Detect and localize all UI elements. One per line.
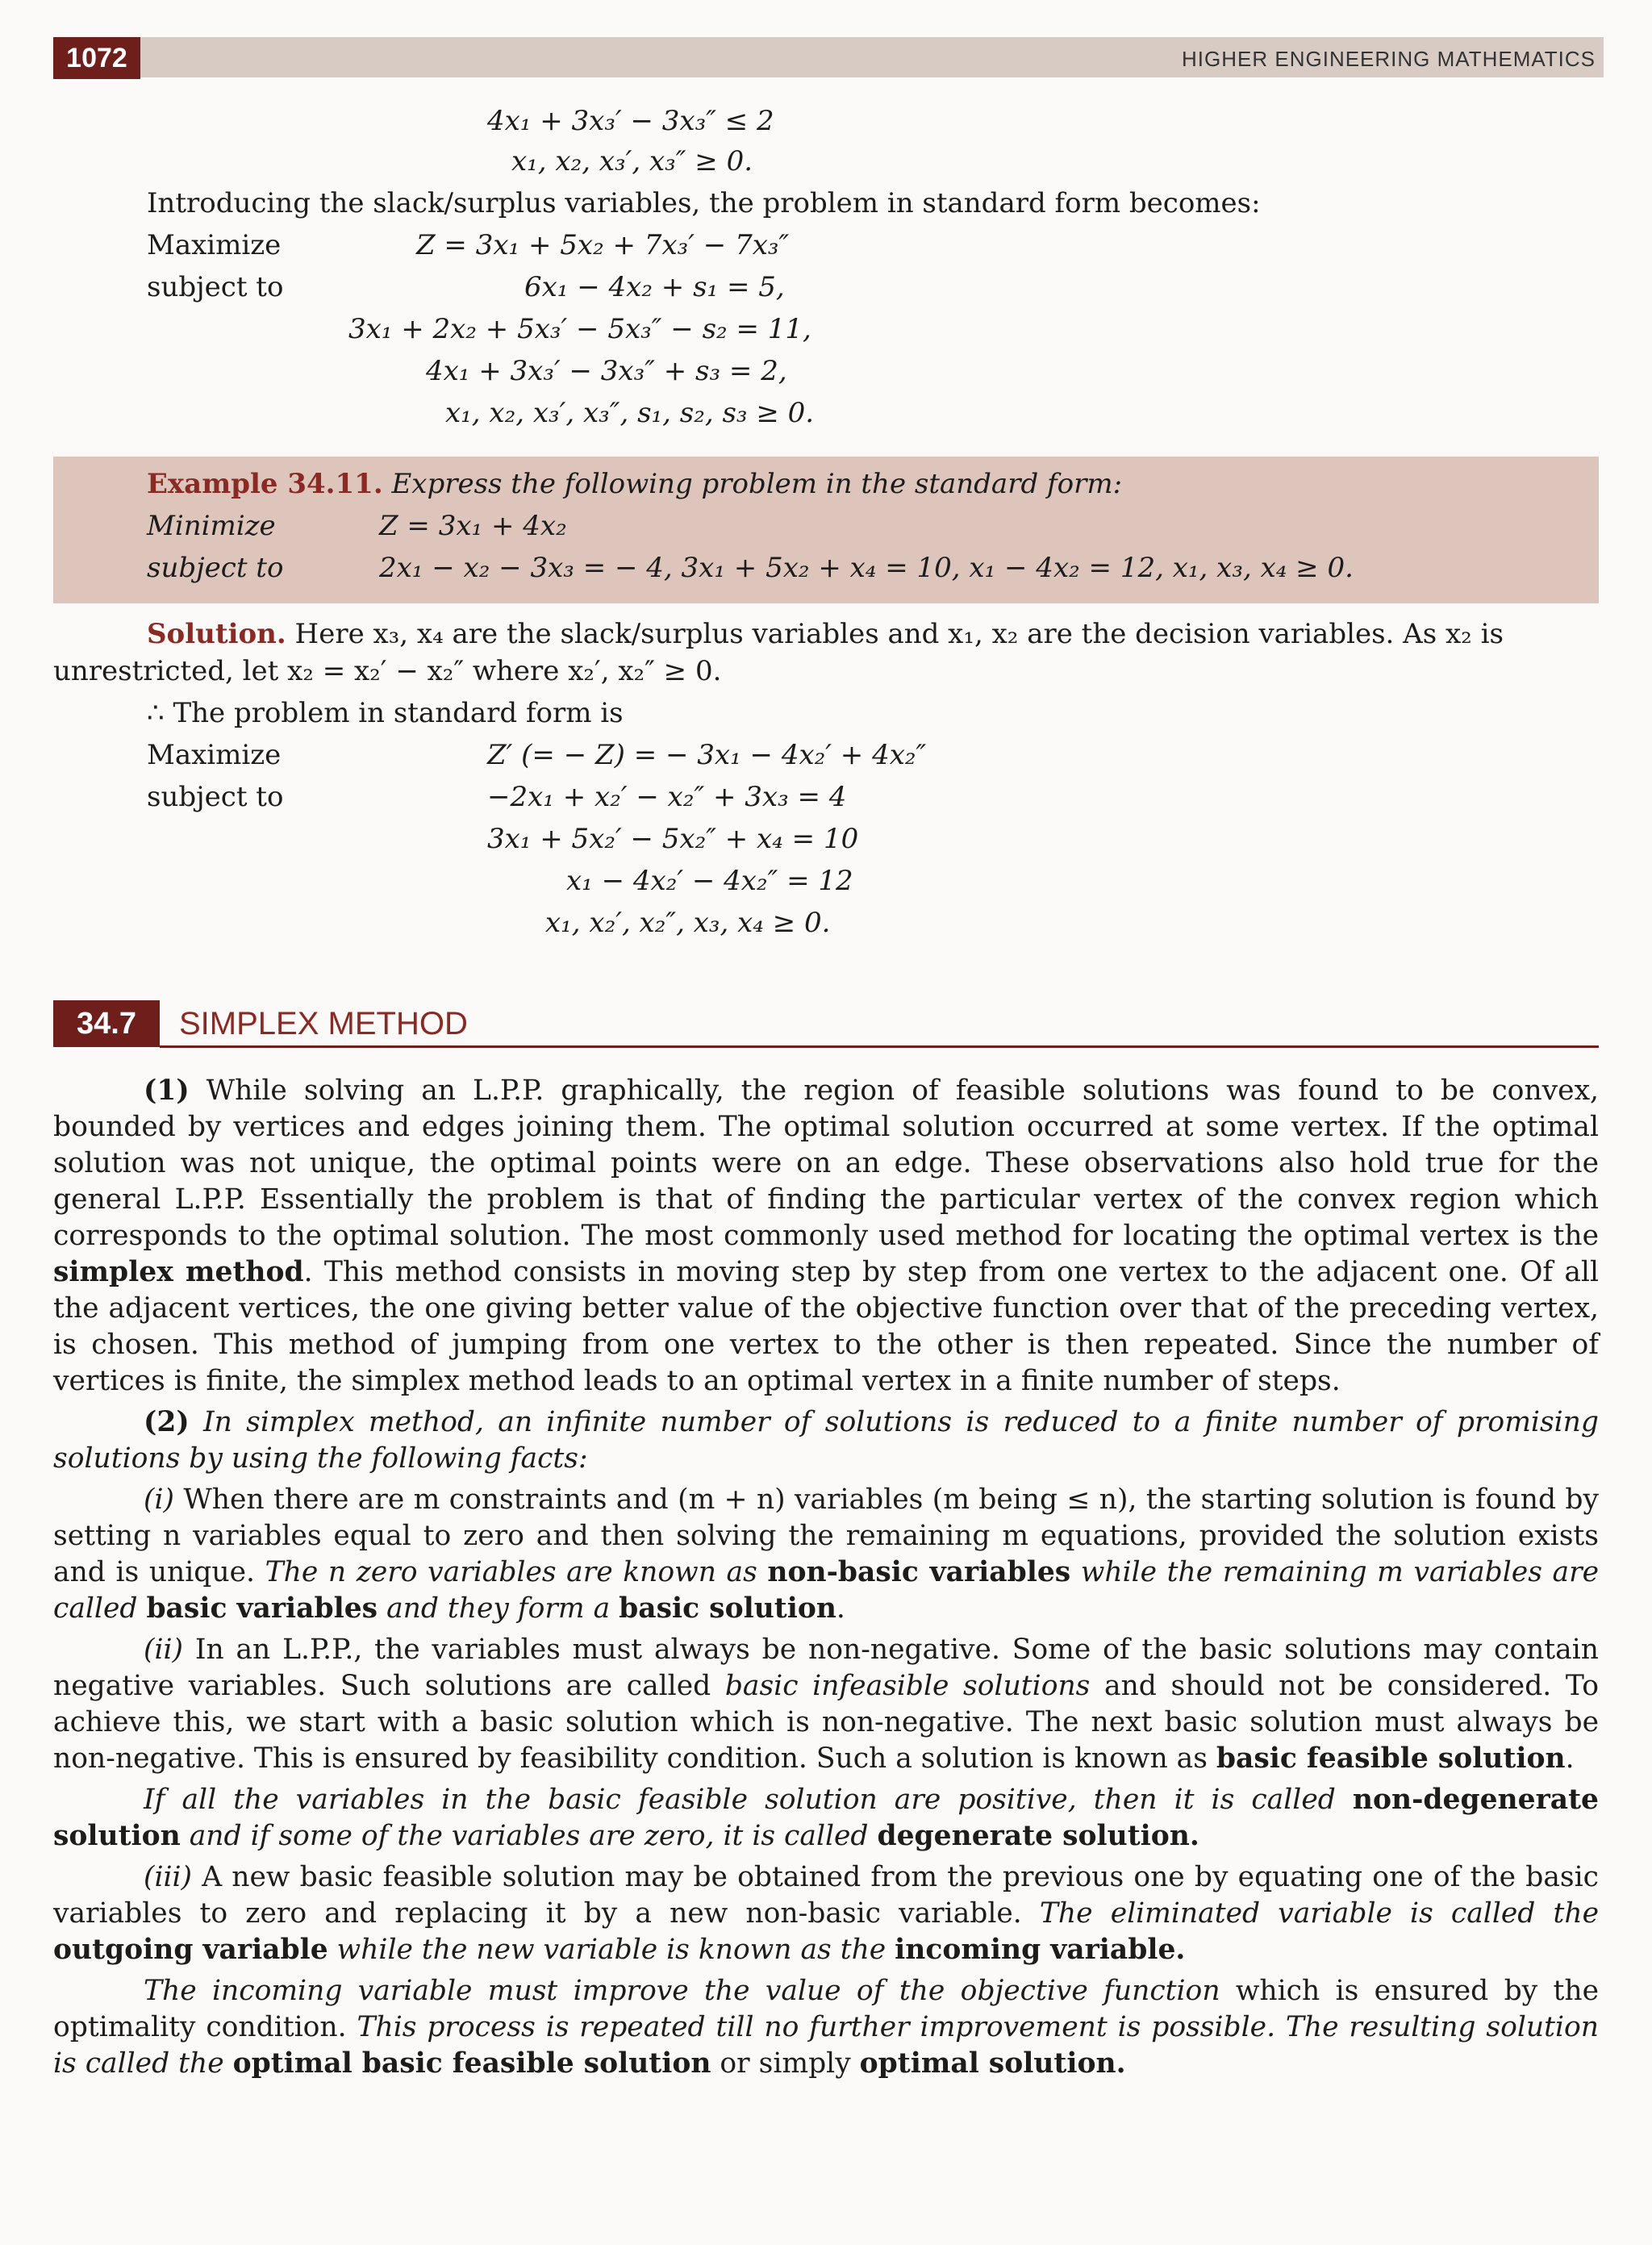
p1-bold: simplex method xyxy=(53,1256,304,1288)
p4-text-b: and should not be considered. To achieve this, we start with a basic solution which is non-negative. The next basic solution must always be non-negative. This is ensured by feasibility condition. Such a solution is known as xyxy=(53,1670,1599,1775)
p7-text-a: which is ensured by the optimality condition. xyxy=(53,1975,1599,2043)
p6-number: (iii) xyxy=(144,1861,193,1893)
solution-maximize-label: Maximize xyxy=(147,739,282,771)
p5-bold-2: degenerate solution. xyxy=(877,1820,1199,1852)
p3-bold-1: non-basic variables xyxy=(767,1556,1071,1588)
paragraph-1 xyxy=(53,1073,1599,1400)
p5-it-2: and if some of the variables are zero, it is called xyxy=(180,1820,878,1852)
standard-constraint-3: 4x₁ + 3x₃′ − 3x₃″ + s₃ = 2, xyxy=(426,355,787,387)
paragraph-4 xyxy=(53,1632,1599,1777)
p7-bold-2: optimal solution. xyxy=(859,2047,1126,2080)
p6-it-1: The eliminated variable is called the xyxy=(1039,1897,1600,1930)
section-rule xyxy=(160,1045,1599,1048)
p7-text-b: or simply xyxy=(711,2047,860,2080)
solution-subject-label: subject to xyxy=(147,781,284,813)
p6-text-a: A new basic feasible solution may be obtained from the previous one by equating one of the basic variables to zero and replacing it by a new non-basic variable. xyxy=(53,1861,1599,1930)
p5-it-1: If all the variables in the basic feasible solution are positive, then it is called xyxy=(144,1784,1353,1816)
solution-label: Solution. xyxy=(147,618,286,650)
running-head: HIGHER ENGINEERING MATHEMATICS xyxy=(1182,47,1596,71)
p4-bold: basic feasible solution xyxy=(1216,1742,1566,1775)
p5-bold-1: non-degenerate solution xyxy=(53,1784,1599,1852)
solution-constraint-2: 3x₁ + 5x₂′ − 5x₂″ + x₄ = 10 xyxy=(487,823,859,855)
p3-it-1: The n zero variables are known as xyxy=(265,1556,768,1588)
p4-end: . xyxy=(1565,1742,1575,1775)
p7-bold-1: optimal basic feasible solution xyxy=(232,2047,711,2080)
p3-bold-2: basic variables xyxy=(146,1592,378,1625)
paragraph-2 xyxy=(53,1404,1599,1477)
example-constraints: 2x₁ − x₂ − 3x₃ = − 4, 3x₁ + 5x₂ + x₄ = 10, x₁ − 4x₂ = 12, x₁, x₃, x₄ ≥ 0. xyxy=(379,552,1354,584)
subject-to-label: subject to xyxy=(147,271,284,303)
solution-constraint-1: −2x₁ + x₂′ − x₂″ + 3x₃ = 4 xyxy=(487,781,847,813)
p1-text-a: While solving an L.P.P. graphically, the region of feasible solutions was found to be convex, bounded by vertices and edges joining them. The optimal solution occurred at some vertex. If the optimal solution was not unique, the optimal points were on an edge. These observations also hold true for the general L.P.P. Essentially the problem is that of finding the particular vertex of the convex region which corresponds to the optimal solution. The most commonly used method for locating the optimal vertex is the xyxy=(53,1075,1599,1252)
constraint-line-1: 4x₁ + 3x₃′ − 3x₃″ ≤ 2 xyxy=(487,105,774,137)
maximize-label: Maximize xyxy=(147,229,282,261)
example-heading xyxy=(147,466,1122,502)
solution-constraint-4: x₁, x₂′, x₂″, x₃, x₄ ≥ 0. xyxy=(545,907,831,939)
p6-bold-1: outgoing variable xyxy=(53,1934,328,1966)
nonneg-line-1: x₁, x₂, x₃′, x₃″ ≥ 0. xyxy=(511,145,753,177)
p1-text-b: . This method consists in moving step by step from one vertex to the adjacent one. Of all the adjacent vertices, the one giving better value of the objective function over that of the preceding vertex, is chosen. This method of jumping from one vertex to the other is then repeated. Since the number of vertices is finite, the simplex method leads to an optimal vertex in a finite number of steps. xyxy=(53,1256,1599,1397)
solution-line-2: unrestricted, let x₂ = x₂′ − x₂″ where x₂′, x₂″ ≥ 0. xyxy=(53,655,722,687)
p3-number: (i) xyxy=(144,1483,174,1516)
section-title: SIMPLEX METHOD xyxy=(179,1006,468,1041)
p6-it-2: while the new variable is known as the xyxy=(327,1934,895,1966)
example-label: Example 34.11. xyxy=(147,468,383,500)
p1-number: (1) xyxy=(144,1075,190,1107)
page-number: 1072 xyxy=(53,37,140,79)
example-minimize-label: Minimize xyxy=(147,510,276,542)
example-statement: Express the following problem in the standard form: xyxy=(391,468,1123,500)
standard-constraint-4: x₁, x₂, x₃′, x₃″, s₁, s₂, s₃ ≥ 0. xyxy=(445,397,815,429)
p3-it-2: while the remaining m variables are called xyxy=(53,1556,1599,1625)
solution-line-1 xyxy=(147,616,1504,652)
paragraph-3 xyxy=(53,1482,1599,1627)
paragraph-7 xyxy=(53,1973,1599,2082)
p7-it-2: This process is repeated till no further improvement is possible. The resulting solution is called the xyxy=(53,2011,1599,2080)
p3-bold-3: basic solution xyxy=(619,1592,836,1625)
intro-line: Introducing the slack/surplus variables, the problem in standard form becomes: xyxy=(147,187,1261,219)
solution-objective: Z′ (= − Z) = − 3x₁ − 4x₂′ + 4x₂″ xyxy=(487,739,927,771)
p4-number: (ii) xyxy=(144,1634,183,1666)
p2-number: (2) xyxy=(144,1406,190,1438)
solution-line-3: ∴ The problem in standard form is xyxy=(147,697,624,729)
section-body xyxy=(53,1073,1599,2082)
example-objective: Z = 3x₁ + 4x₂ xyxy=(379,510,567,542)
paragraph-5 xyxy=(53,1782,1599,1855)
solution-text-1: Here x₃, x₄ are the slack/surplus variables and x₁, x₂ are the decision variables. As x₂ is xyxy=(286,618,1504,650)
example-subject-label: subject to xyxy=(147,552,284,584)
standard-constraint-1: 6x₁ − 4x₂ + s₁ = 5, xyxy=(524,271,785,303)
section-number: 34.7 xyxy=(53,1000,160,1047)
p3-it-3: and they form a xyxy=(378,1592,620,1625)
p6-bold-2: incoming variable. xyxy=(895,1934,1186,1966)
paragraph-6 xyxy=(53,1859,1599,1968)
p3-text-a: When there are m constraints and (m + n) variables (m being ≤ n), the starting solution is found by setting n variables equal to zero and then solving the remaining m equations, provided the solution exists and is unique. xyxy=(53,1483,1599,1588)
p4-it: basic infeasible solutions xyxy=(724,1670,1091,1702)
p7-it-1: The incoming variable must improve the value of the objective function xyxy=(144,1975,1220,2007)
solution-constraint-3: x₁ − 4x₂′ − 4x₂″ = 12 xyxy=(566,865,853,897)
p2-text: In simplex method, an infinite number of solutions is reduced to a finite number of promising solutions by using the following facts: xyxy=(53,1406,1599,1475)
p3-end: . xyxy=(836,1592,845,1625)
objective-function: Z = 3x₁ + 5x₂ + 7x₃′ − 7x₃″ xyxy=(416,229,790,261)
standard-constraint-2: 3x₁ + 2x₂ + 5x₃′ − 5x₃″ − s₂ = 11, xyxy=(348,313,811,345)
p4-text-a: In an L.P.P., the variables must always be non-negative. Some of the basic solutions may contain negative variables. Such solutions are called xyxy=(53,1634,1599,1702)
